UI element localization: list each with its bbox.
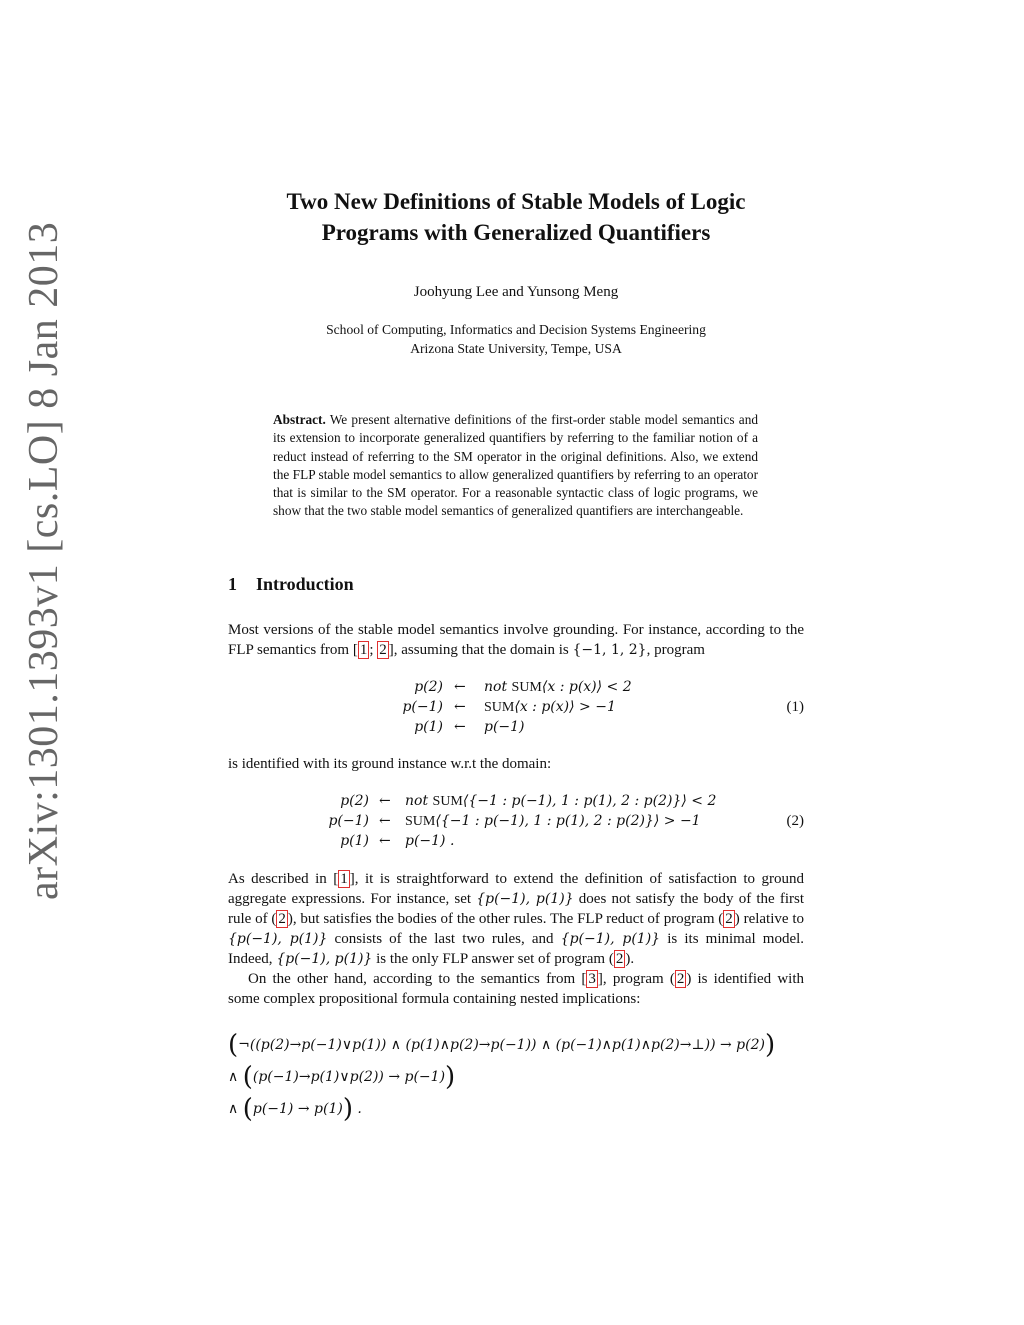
equation-link[interactable]: 2	[278, 911, 286, 927]
rule-arrow: ←	[454, 719, 466, 735]
formula-line-2	[228, 1062, 455, 1092]
equation-number: (1)	[786, 699, 804, 715]
rule-head: p(1)	[340, 833, 369, 849]
equation-link[interactable]: 2	[725, 911, 733, 927]
rule-head: p(2)	[414, 679, 443, 695]
conjunction-symbol: ∧	[228, 1101, 239, 1117]
text: , program	[646, 642, 705, 658]
text: ).	[625, 951, 635, 967]
formula-period: .	[357, 1101, 362, 1117]
text: ;	[369, 642, 378, 658]
text: consists of the last two rules, and	[327, 931, 561, 947]
equation-1	[228, 677, 804, 739]
formula-line-1	[228, 1030, 775, 1060]
formula-text: ¬((p(2)→p(−1)∨p(1)) ∧ (p(1)∧p(2)→p(−1)) ∧ (p(−1)∧p(1)∧p(2)→⊥)) → p(2)	[238, 1037, 765, 1053]
text: ], program (	[597, 971, 675, 987]
title-line-2: Programs with Generalized Quantifiers	[321, 220, 711, 245]
text: not	[484, 679, 512, 695]
text: ⟨x : p(x)⟩ < 2	[541, 679, 632, 695]
paper-title	[228, 186, 804, 248]
section-heading	[228, 574, 354, 595]
authors: Joohyung Lee and Yunsong Meng	[413, 284, 619, 300]
paragraph-1	[228, 620, 804, 660]
text: ], it is straightforward to extend the definition of satisfaction to ground aggregate expressions. For instance, set	[228, 871, 804, 907]
affiliation	[228, 320, 804, 358]
citation-link[interactable]: 1	[359, 642, 368, 658]
big-paren-open: (	[242, 1094, 253, 1124]
text: ⟨x : p(x)⟩ > −1	[514, 699, 616, 715]
rule-arrow: ←	[454, 699, 466, 715]
text: As described in [	[228, 871, 339, 887]
rule-arrow: ←	[379, 793, 391, 809]
big-paren-close: )	[342, 1094, 353, 1124]
citation-link[interactable]: 2	[379, 642, 387, 658]
text: is the only FLP answer set of program (	[372, 951, 614, 967]
math-set: {p(−1), p(1)}	[560, 931, 661, 947]
text: ) is identified with some complex propositional formula containing nested implications:	[228, 971, 804, 1007]
section-number: 1	[228, 574, 237, 594]
text: does not satisfy the body of the first rule of (	[228, 891, 804, 927]
rule-head: p(−1)	[402, 699, 443, 715]
citation-link[interactable]: 3	[588, 971, 596, 987]
paragraph-2: is identified with its ground instance w.r.t the domain:	[228, 756, 552, 772]
text: SUM	[405, 814, 436, 829]
big-paren-open: (	[228, 1030, 239, 1060]
math-domain: {−1, 1, 2}	[572, 642, 647, 658]
paragraph-3	[228, 869, 804, 969]
text: is its minimal model. Indeed,	[228, 931, 805, 967]
rule-head: p(−1)	[328, 813, 369, 829]
abstract-label: Abstract.	[273, 412, 326, 427]
formula-line-3	[228, 1094, 362, 1124]
rule-arrow: ←	[454, 679, 466, 695]
text: ), but satisfies the bodies of the other rules. The FLP reduct of program (	[287, 911, 724, 927]
big-paren-close: )	[445, 1062, 456, 1092]
title-line-1: Two New Definitions of Stable Models of Logic	[286, 189, 746, 214]
abstract	[273, 411, 758, 521]
text: SUM	[511, 680, 542, 695]
equation-link[interactable]: 2	[676, 971, 685, 987]
text: ⟨{−1 : p(−1), 1 : p(1), 2 : p(2)}⟩ < 2	[462, 793, 717, 809]
big-paren-close: )	[764, 1030, 776, 1060]
equation-link[interactable]: 2	[615, 951, 624, 967]
formula-text: p(−1) → p(1)	[252, 1101, 343, 1117]
math-set: {p(−1), p(1)}	[228, 931, 328, 947]
affiliation-line-1: School of Computing, Informatics and Decision Systems Engineering	[326, 322, 706, 337]
math-set: {p(−1), p(1)}	[476, 891, 574, 907]
rule-body	[484, 697, 616, 718]
text: Most versions of the stable model semantics involve grounding. For instance, according to the FLP semantics from [	[228, 622, 804, 658]
section-title: Introduction	[256, 574, 354, 594]
equation-number: (2)	[786, 813, 804, 829]
text: ⟨{−1 : p(−1), 1 : p(1), 2 : p(2)}⟩ > −1	[435, 813, 701, 829]
math-set: {p(−1), p(1)}	[276, 951, 373, 967]
rule-head: p(1)	[414, 719, 443, 735]
text: p(−1)	[484, 719, 525, 735]
rule-arrow: ←	[379, 833, 391, 849]
text: ) relative to	[734, 911, 805, 927]
text: p(−1) .	[405, 833, 455, 849]
equation-2	[228, 791, 804, 853]
big-paren-open: (	[242, 1062, 253, 1092]
rule-body	[484, 677, 632, 698]
affiliation-line-2: Arizona State University, Tempe, USA	[410, 341, 622, 356]
text: ], assuming that the domain is	[388, 642, 573, 658]
paragraph-4	[228, 969, 804, 1009]
rule-arrow: ←	[379, 813, 391, 829]
text: SUM	[432, 794, 463, 809]
rule-head: p(2)	[340, 793, 369, 809]
rule-body	[405, 831, 454, 852]
rule-body	[405, 791, 716, 812]
equation-row	[228, 697, 804, 717]
citation-link[interactable]: 1	[340, 871, 348, 887]
rule-body	[405, 811, 701, 832]
rule-body	[484, 717, 525, 738]
equation-row	[228, 811, 804, 831]
arxiv-identifier: arXiv:1301.1393v1 [cs.LO] 8 Jan 2013	[21, 221, 67, 900]
text: not	[405, 793, 433, 809]
formula-text: (p(−1)→p(1)∨p(2)) → p(−1)	[252, 1069, 446, 1085]
text: On the other hand, according to the semantics from [	[248, 971, 587, 987]
conjunction-symbol: ∧	[228, 1069, 239, 1085]
text: SUM	[484, 700, 515, 715]
abstract-text: We present alternative definitions of the first-order stable model semantics and its extension to incorporate generalized quantifiers by referring to the familiar notion of a reduct instead of referring to the SM operator in the original definitions. Also, we extend the FLP stable model semantics to allow generalized quantifiers by referring to an operator that is similar to the SM operator. For a reasonable syntactic class of logic programs, we show that the two stable model semantics of generalized quantifiers are interchangeable.	[273, 412, 758, 519]
